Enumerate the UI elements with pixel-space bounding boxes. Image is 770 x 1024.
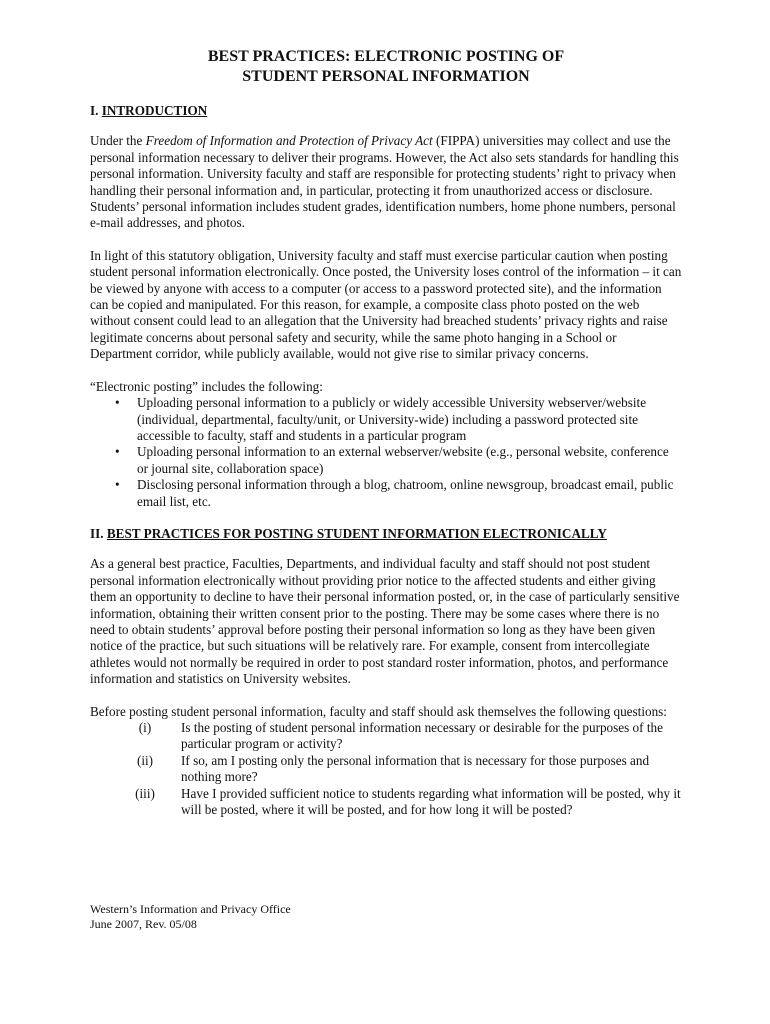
intro-p1-lead: Under the [90, 133, 146, 149]
best-practices-paragraph-1: As a general best practice, Faculties, Departments, and individual faculty and staff should not post student personal information electronically without providing prior notice to the affected students and either giving them an opportunity to decline to have their personal information posted, or, in the case of particularly sensitive information, obtaining their written consent prior to the posting. There may be some cases where there is no need to obtain students’ approval before posting their personal information so long as they have been given notice of the practice, but such situations will be relatively rare. For example, consent from intercollegiate athletes would not normally be required in order to post standard roster information, photos, and performance information and statistics on University websites. [90, 556, 680, 687]
question-item [90, 753, 682, 786]
section-1-title: INTRODUCTION [101, 103, 208, 118]
footer-office: Western’s Information and Privacy Office [90, 902, 291, 916]
intro-p1-rest: (FIPPA) universities may collect and use the personal information necessary to deliver their programs. However, the Act also sets standards for handling this personal information. University faculty and staff are responsible for protecting students’ right to privacy when handling their personal information and, in particular, protecting it from unauthorized access or disclosure. Students’ personal information includes student grades, identification numbers, home phone numbers, personal e-mail addresses, and photos. [90, 133, 679, 231]
title-line-1: BEST PRACTICES: ELECTRONIC POSTING OF [207, 48, 565, 65]
list-item [90, 444, 682, 477]
bullet: • [115, 477, 120, 493]
title-line-2: STUDENT PERSONAL INFORMATION [242, 68, 530, 85]
document-title [90, 47, 682, 87]
section-1-heading [90, 103, 682, 119]
list-item [90, 477, 682, 510]
question-text: Is the posting of student personal information necessary or desirable for the purposes of the particular program or activity? [181, 720, 663, 752]
footer-date: June 2007, Rev. 05/08 [90, 917, 197, 931]
questions-list [90, 720, 682, 818]
question-number: (iii) [135, 785, 155, 801]
section-1-number: I. [90, 103, 99, 118]
question-text: If so, am I posting only the personal information that is necessary for those purposes and nothing more? [181, 752, 650, 785]
question-text: Have I provided sufficient notice to students regarding what information will be posted, why it will be posted, where it will be posted, and for how long it will be posted? [181, 785, 681, 818]
question-item [90, 786, 682, 819]
intro-paragraph-2: In light of this statutory obligation, University faculty and staff must exercise particular caution when posting student personal information electronically. Once posted, the University loses control of the information – it can be viewed by anyone with access to a computer (or access to a password protected site), and the information can be copied and manipulated. For this reason, for example, a composite class photo posted on the web without consent could lead to an allegation that the University had breached students’ privacy rights and raise legitimate concerns about personal safety and security, while the same photo hanging in a School or Department corridor, while publicly available, would not give rise to similar privacy concerns. [90, 247, 682, 362]
electronic-posting-list [90, 395, 682, 510]
list-item [90, 395, 682, 444]
bullet: • [115, 444, 120, 460]
intro-paragraph-1 [90, 133, 682, 231]
list-item-text: Uploading personal information to an external webserver/website (e.g., personal website, conference or journal site, collaboration space) [137, 444, 669, 476]
list-item-text: Disclosing personal information through a blog, chatroom, online newsgroup, broadcast email, public email list, etc. [137, 477, 674, 509]
intro-paragraph-3: “Electronic posting” includes the following: [90, 378, 323, 394]
question-number: (ii) [136, 752, 154, 768]
section-2-title: BEST PRACTICES FOR POSTING STUDENT INFORMATION ELECTRONICALLY [106, 525, 607, 541]
document-page [90, 47, 682, 834]
question-item [90, 720, 682, 753]
bullet: • [115, 395, 120, 411]
page-footer [90, 902, 291, 932]
section-2-number: II. [90, 525, 104, 541]
fippa-act-title: Freedom of Information and Protection of Privacy Act [145, 133, 433, 149]
best-practices-paragraph-2: Before posting student personal information, faculty and staff should ask themselves the following questions: [90, 703, 667, 719]
question-number: (i) [138, 720, 152, 735]
list-item-text: Uploading personal information to a publicly or widely accessible University webserver/website (individual, departmental, faculty/unit, or University-wide) including a password protected site accessible to faculty, staff and students in a particular program [137, 395, 647, 443]
section-2-heading [90, 526, 682, 542]
